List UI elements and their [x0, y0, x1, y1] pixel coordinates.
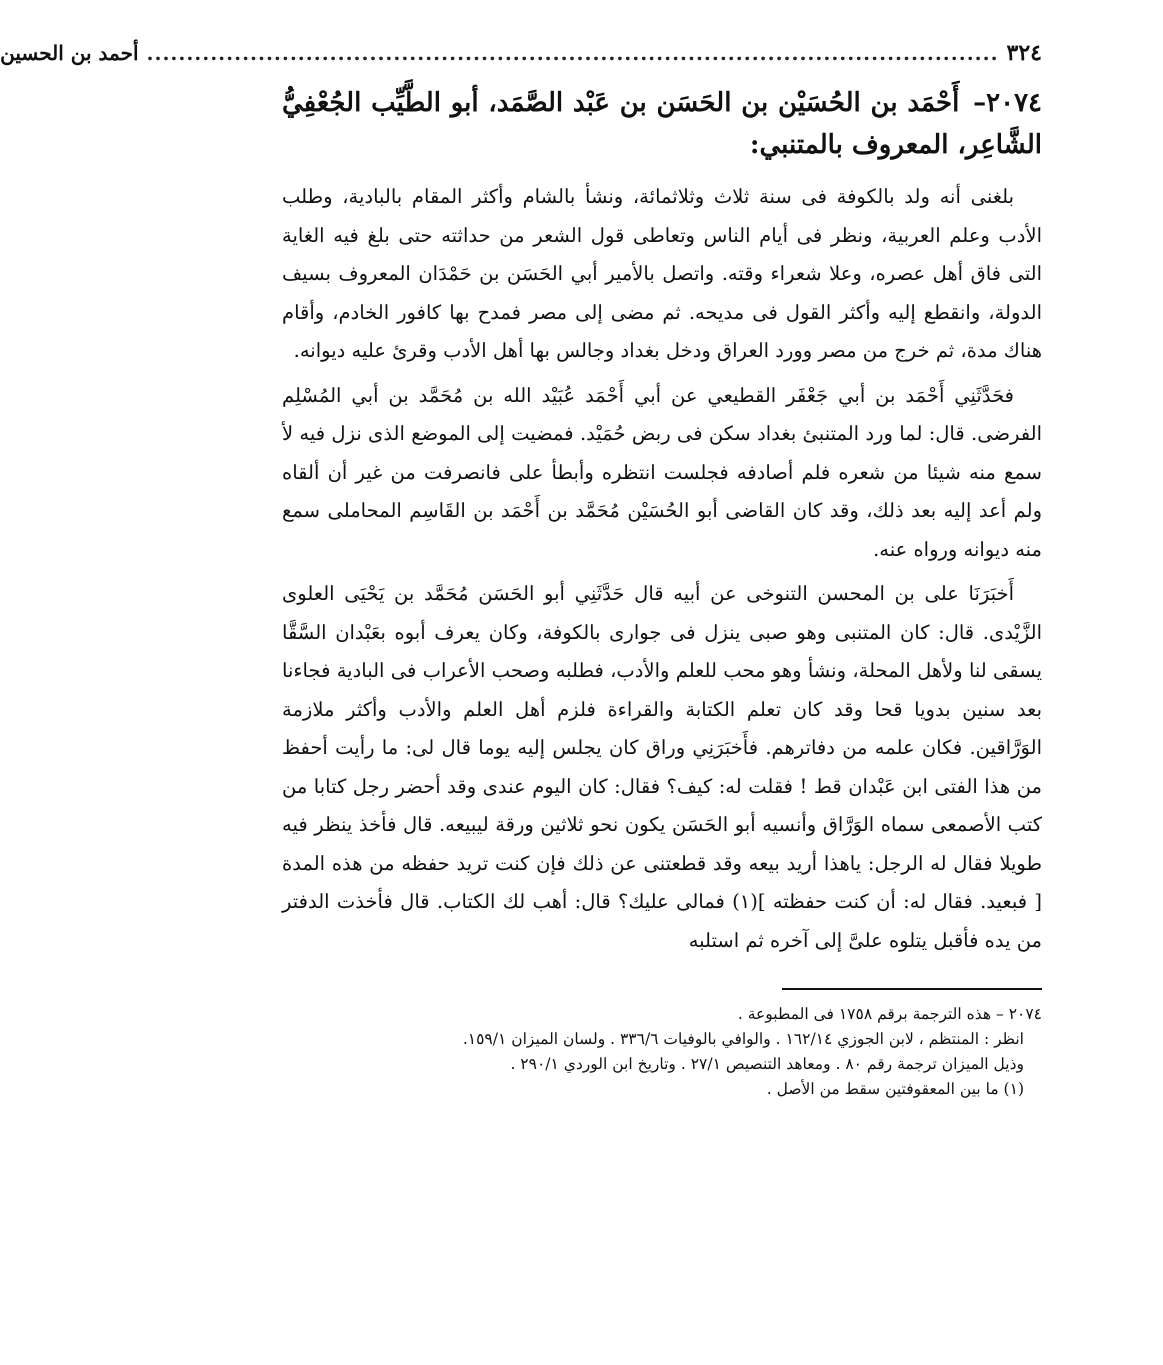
entry-number: ٢٠٧٤–: [973, 88, 1042, 118]
footnote-divider: [782, 988, 1042, 990]
paragraph: أَخبَرَنَا على بن المحسن التنوخى عن أبيه قال حَدَّثَنِي أبو الحَسَن مُحَمَّد بن يَحْيَى العلوى الزَّيْدى. قال: كان المتنبى وهو صبى ينزل فى جوارى بالكوفة، وكان يعرف أبوه بعَبْدان السَّقَّا يسقى لنا ولأهل المحلة، ونشأ وهو محب للعلم والأدب، فطلبه وصحب الأعراب فى البادية فجاءنا بعد سنين بدويا قحا وقد كان تعلم الكتابة والقراءة فلزم أهل العلم والأدب وأكثر ملازمة الوَرَّاقين. فكان علمه من دفاترهم. فأَخبَرَنِي وراق كان يجلس إليه يوما قال لى: ما رأيت أحفظ من هذا الفتى ابن عَبْدان قط ! فقلت له: كيف؟ فقال: كان اليوم عندى وقد أحضر رجل كتابا من كتب الأصمعى سماه الوَرَّاق وأنسيه أبو الحَسَن يكون نحو ثلاثين ورقة ليبيعه. قال فأخذ ينظر فيه طويلا فقال له الرجل: ياهذا أريد بيعه وقد قطعتنى عن ذلك فإن كنت تريد حفظه من هذه المدة [ فبعيد. فقال له: أن كنت حفظته ](١) فمالى عليك؟ قال: أهب لك الكتاب. قال فأخذت الدفتر من يده فأقبل يتلوه علىَّ إلى آخره ثم استلبه: [282, 582, 1043, 952]
entry-heading-text: أَحْمَد بن الحُسَيْن بن الحَسَن بن عَبْد الصَّمَد، أبو الطَّيِّب الجُعْفِيُّ الشَّاعِر، المعروف بالمتنبي:: [282, 88, 1042, 160]
running-header: [0, 40, 1042, 76]
footnote: ٢٠٧٤ – هذه الترجمة برقم ١٧٥٨ فى المطبوعة .: [737, 1005, 1042, 1023]
entry-heading: [282, 82, 1042, 166]
body-text: [282, 178, 1042, 960]
header-leader-dots: ...........................................................................................................: [146, 41, 999, 65]
page-number: ٣٢٤: [1006, 40, 1042, 66]
footnote: انظر : المنتظم ، لابن الجوزي ١٦٢/١٤ . والوافي بالوفيات ٣٣٦/٦ . ولسان الميزان ١٥٩/١.: [462, 1030, 1024, 1048]
book-page: [0, 40, 1043, 1102]
footnote: وذيل الميزان ترجمة رقم ٨٠ . ومعاهد التنصيص ٢٧/١ . وتاريخ ابن الوردي ٢٩٠/١ .: [510, 1055, 1024, 1073]
running-title: أحمد بن الحسين: [0, 41, 139, 65]
footnotes: [282, 1002, 1042, 1102]
paragraph: بلغنى أنه ولد بالكوفة فى سنة ثلاث وثلاثمائة، ونشأ بالشام وأكثر المقام بالبادية، وطلب الأدب وعلم العربية، ونظر فى أيام الناس وتعاطى قول الشعر من حداثته حتى بلغ فيه الغاية التى فاق أهل عصره، وعلا شعراء وقته. واتصل بالأمير أبي الحَسَن بن حَمْدَان المعروف بسيف الدولة، وانقطع إليه وأكثر القول فى مديحه. ثم مضى إلى مصر فمدح بها كافور الخادم، وأقام هناك مدة، ثم خرج من مصر وورد العراق ودخل بغداد وجالس بها أهل الأدب وقرئ عليه ديوانه.: [282, 185, 1042, 362]
footnote: (١) ما بين المعقوفتين سقط من الأصل .: [766, 1080, 1024, 1098]
paragraph: فحَدَّثَنِي أَحْمَد بن أبي جَعْفَر القطيعي عن أبي أَحْمَد عُبَيْد الله بن مُحَمَّد بن أبي المُسْلِم الفرضى. قال: لما ورد المتنبئ بغداد سكن فى ربض حُمَيْد. فمضيت إلى الموضع الذى نزل فيه لأ سمع منه شيئا من شعره فلم أصادفه فجلست انتظره وأبطأ على فانصرفت من غير أن ألقاه ولم أعد إليه بعد ذلك، وقد كان القاضى أبو الحُسَيْن مُحَمَّد بن أَحْمَد بن القَاسِم المحاملى سمع منه ديوانه ورواه عنه.: [282, 383, 1042, 561]
